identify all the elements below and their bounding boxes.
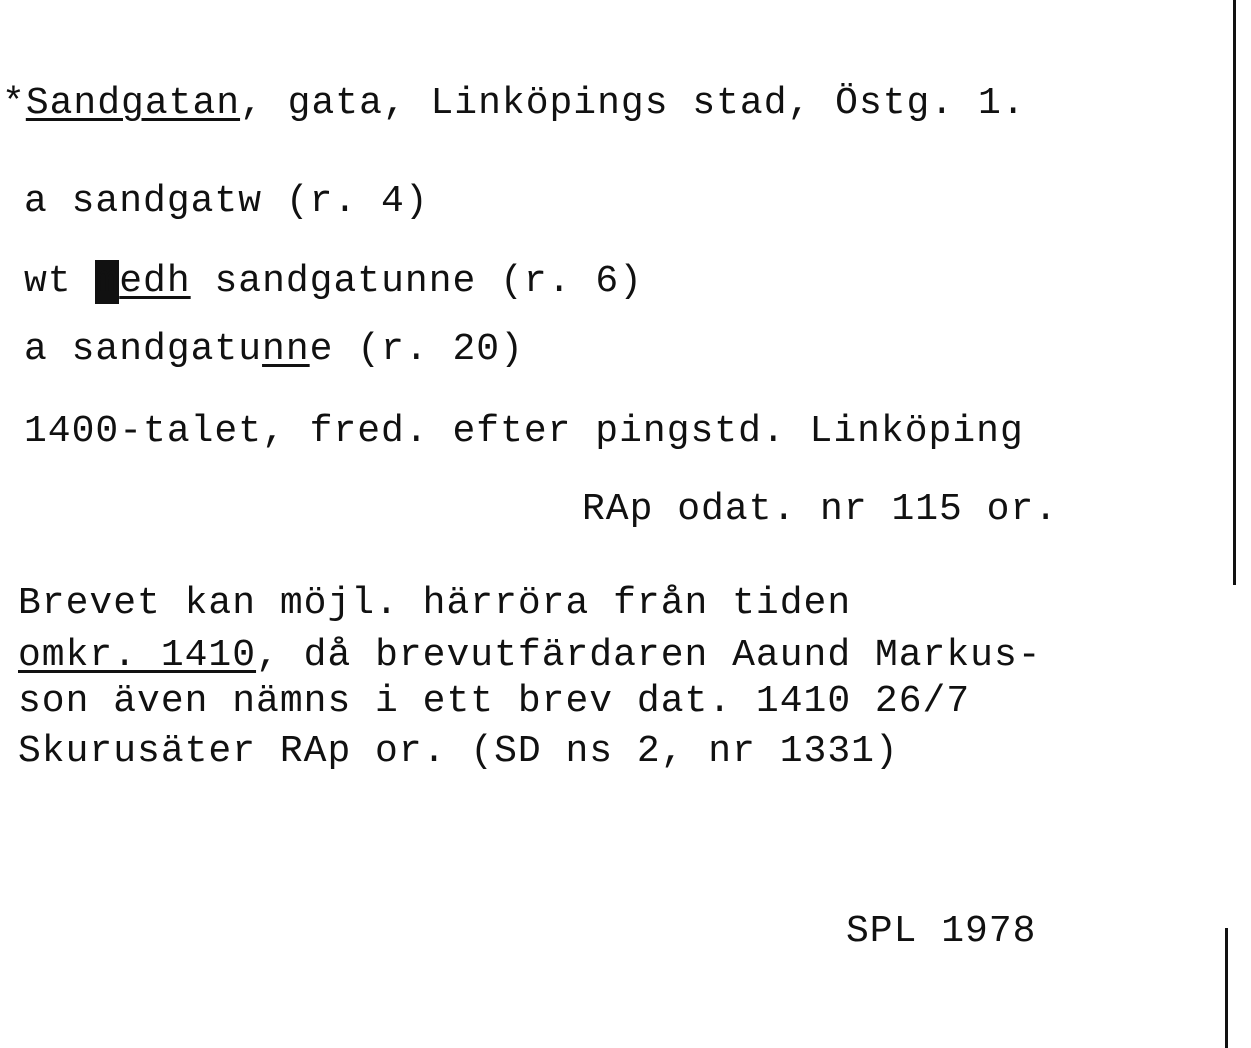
note-line-4: Skurusäter RAp or. (SD ns 2, nr 1331) xyxy=(18,730,899,773)
attestation-1: a sandgatw (r. 4) xyxy=(24,180,429,223)
attestation-2 xyxy=(24,260,643,304)
source-reference: RAp odat. nr 115 or. xyxy=(582,488,1059,531)
note-line-2-rest: , då brevutfärdaren Aaund Markus- xyxy=(256,634,1042,677)
entry-description: , gata, Linköpings stad, Östg. 1. xyxy=(240,82,1026,125)
attestation-3 xyxy=(24,328,524,372)
signature: SPL 1978 xyxy=(846,910,1037,953)
note-line-3: son även nämns i ett brev dat. 1410 26/7 xyxy=(18,680,971,723)
card-edge-line-bottom xyxy=(1225,928,1228,1048)
card-edge-line-top xyxy=(1233,0,1236,585)
note-date-underlined: omkr. 1410 xyxy=(18,634,257,677)
attestation-3-after: e (r. 20) xyxy=(309,328,524,371)
attestation-2-word xyxy=(95,260,190,303)
attestation-2-prefix: wt xyxy=(24,260,96,303)
attestation-2-word-text: edh xyxy=(119,260,191,303)
attestation-3-before: a sandgatu xyxy=(24,328,263,371)
attestation-2-suffix: sandgatunne (r. 6) xyxy=(190,260,643,303)
attestation-3-underlined: nn xyxy=(262,328,310,371)
ink-blot: m xyxy=(95,260,120,303)
dating-line: 1400-talet, fred. efter pingstd. Linköping xyxy=(24,410,1024,453)
note-line-1: Brevet kan möjl. härröra från tiden xyxy=(18,582,852,625)
entry-marker: * xyxy=(2,82,26,125)
entry-heading xyxy=(2,82,1026,126)
note-line-2 xyxy=(18,634,1042,678)
entry-headword: Sandgatan xyxy=(25,82,241,125)
